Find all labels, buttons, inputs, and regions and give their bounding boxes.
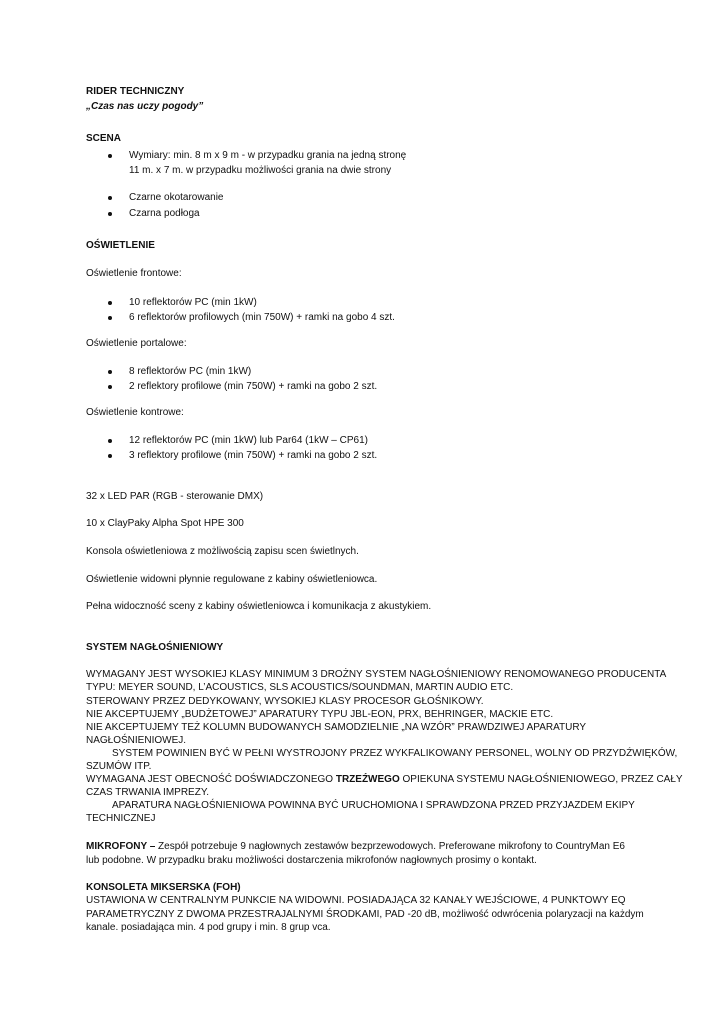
front-lighting-label: Oświetlenie frontowe: xyxy=(86,268,182,279)
scena-item-floor: Czarna podłoga xyxy=(129,208,200,219)
section-heading-naglosnienie: SYSTEM NAGŁOŚNIENIOWY xyxy=(86,642,224,653)
list-item: 2 reflektory profilowe (min 750W) + ramki na gobo 2 szt. xyxy=(129,381,378,392)
lighting-console-line: Konsola oświetleniowa z możliwością zapisu scen świetlnych. xyxy=(86,546,359,557)
bullet-icon xyxy=(108,212,112,216)
list-item: 3 reflektory profilowe (min 750W) + ramki na gobo 2 szt. xyxy=(129,450,378,461)
document-subtitle: „Czas nas uczy pogody” xyxy=(86,101,204,112)
sound-line: APARATURA NAGŁOŚNIENIOWA POWINNA BYĆ URUCHOMIONA I SPRAWDZONA PRZED PRZYJAZDEM EKIPY xyxy=(112,800,635,811)
document-title: RIDER TECHNICZNY xyxy=(86,86,185,97)
scena-item-curtains: Czarne okotarowanie xyxy=(129,192,224,203)
sound-line: NAGŁOŚNIENIOWEJ. xyxy=(86,735,187,746)
sound-line: TECHNICZNEJ xyxy=(86,813,156,824)
section-heading-konsoleta: KONSOLETA MIKSERSKA (FOH) xyxy=(86,882,241,893)
console-line: kanale. posiadająca min. 4 pod grupy i min. 8 grup vca. xyxy=(86,922,331,933)
portal-lighting-label: Oświetlenie portalowe: xyxy=(86,338,187,349)
section-heading-scena: SCENA xyxy=(86,133,122,144)
bullet-icon xyxy=(108,385,112,389)
led-par-line: 32 x LED PAR (RGB - sterowanie DMX) xyxy=(86,491,264,502)
microphones-label: MIKROFONY – xyxy=(86,841,156,852)
list-item: 12 reflektorów PC (min 1kW) lub Par64 (1kW – CP61) xyxy=(129,435,368,446)
scena-dims-line-2: 11 m. x 7 m. w przypadku możliwości grania na dwie strony xyxy=(129,165,392,176)
console-line: PARAMETRYCZNY Z DWOMA PRZESTRAJALNYMI ŚRODKAMI, PAD -20 dB, możliwość odwrócenia polaryzacji na każdym xyxy=(86,909,644,920)
sound-line: SYSTEM POWINIEN BYĆ W PEŁNI WYSTROJONY PRZEZ WYKFALIKOWANY PERSONEL, WOLNY OD PRZYDŹWIĘKÓW, xyxy=(112,748,678,759)
microphones-text: Zespół potrzebuje 9 nagłownych zestawów bezprzewodowych. Preferowane mikrofony to CountryMan E6 xyxy=(155,841,625,852)
microphones-line-1 xyxy=(86,841,625,853)
bullet-icon xyxy=(108,316,112,320)
bullet-icon xyxy=(108,154,112,158)
sound-line-part: OPIEKUNA SYSTEMU NAGŁOŚNIENIOWEGO, PRZEZ CAŁY xyxy=(399,774,683,785)
sound-line: NIE AKCEPTUJEMY TEŻ KOLUMN BUDOWANYCH SAMODZIELNIE „NA WZÓR” PRAWDZIWEJ APARATURY xyxy=(86,722,587,733)
sound-line-emphasis: TRZEŹWEGO xyxy=(335,774,400,785)
sound-line xyxy=(86,774,683,786)
list-item: 6 reflektorów profilowych (min 750W) + ramki na gobo 4 szt. xyxy=(129,312,395,323)
stage-visibility-line: Pełna widoczność sceny z kabiny oświetleniowca i komunikacja z akustykiem. xyxy=(86,601,432,612)
sound-line: TYPU: MEYER SOUND, L’ACOUSTICS, SLS ACOUSTICS/SOUNDMAN, MARTIN AUDIO ETC. xyxy=(86,682,514,693)
sound-line: STEROWANY PRZEZ DEDYKOWANY, WYSOKIEJ KLASY PROCESOR GŁOŚNIKOWY. xyxy=(86,696,484,707)
claypaky-line: 10 x ClayPaky Alpha Spot HPE 300 xyxy=(86,518,244,529)
list-item: 8 reflektorów PC (min 1kW) xyxy=(129,366,252,377)
microphones-line-2: lub podobne. W przypadku braku możliwości dostarczenia mikrofonów nagłownych prosimy o kontakt. xyxy=(86,855,537,866)
sound-line: SZUMÓW ITP. xyxy=(86,761,152,772)
sound-line: CZAS TRWANIA IMPREZY. xyxy=(86,787,209,798)
bullet-icon xyxy=(108,370,112,374)
list-item: 10 reflektorów PC (min 1kW) xyxy=(129,297,257,308)
sound-line-part: WYMAGANA JEST OBECNOŚĆ DOŚWIADCZONEGO xyxy=(86,774,336,785)
console-line: USTAWIONA W CENTRALNYM PUNKCIE NA WIDOWNI. POSIADAJĄCA 32 KANAŁY WEJŚCIOWE, 4 PUNKTOWY EQ xyxy=(86,895,626,906)
bullet-icon xyxy=(108,439,112,443)
section-heading-oswietlenie: OŚWIETLENIE xyxy=(86,240,155,251)
scena-dims-line-1: Wymiary: min. 8 m x 9 m - w przypadku grania na jedną stronę xyxy=(129,150,407,161)
back-lighting-label: Oświetlenie kontrowe: xyxy=(86,407,184,418)
sound-line: WYMAGANY JEST WYSOKIEJ KLASY MINIMUM 3 DROŻNY SYSTEM NAGŁOŚNIENIOWY RENOMOWANEGO PRODUCENTA xyxy=(86,669,667,680)
house-lighting-line: Oświetlenie widowni płynnie regulowane z kabiny oświetleniowca. xyxy=(86,574,378,585)
bullet-icon xyxy=(108,301,112,305)
bullet-icon xyxy=(108,196,112,200)
bullet-icon xyxy=(108,454,112,458)
sound-line: NIE AKCEPTUJEMY „BUDŻETOWEJ” APARATURY TYPU JBL-EON, PRX, BEHRINGER, MACKIE ETC. xyxy=(86,709,554,720)
